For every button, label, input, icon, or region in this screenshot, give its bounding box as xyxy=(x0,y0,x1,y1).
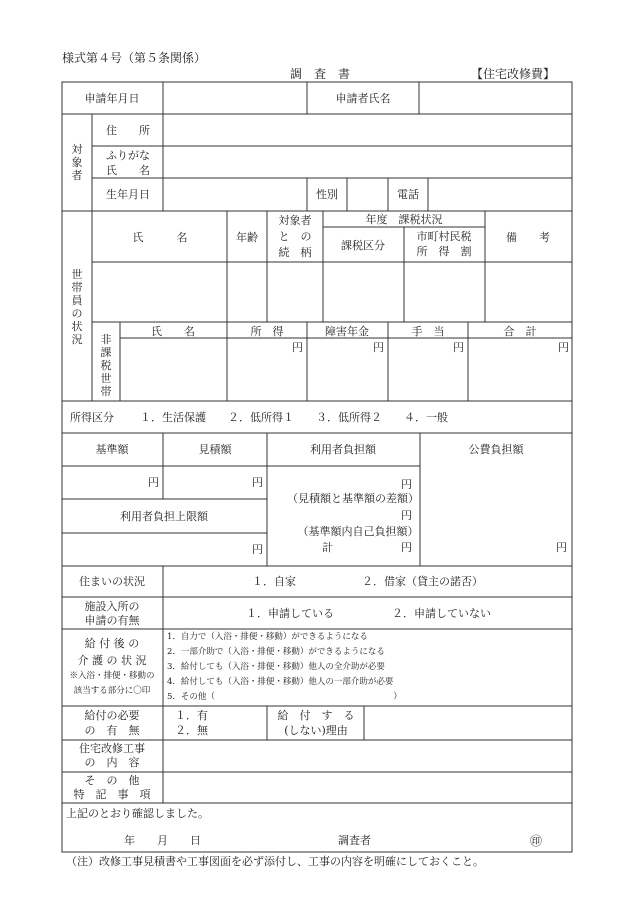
address-label: 住 所 xyxy=(106,124,150,137)
relation-header-1: 対象者 xyxy=(278,214,312,227)
name-label: 氏 名 xyxy=(106,164,150,177)
care-option-1: 1．自力で（入浴・排便・移動）ができるようになる xyxy=(167,632,368,642)
work-content-label-1: 住宅改修工事 xyxy=(79,742,145,755)
form-category: 【住宅改修費】 xyxy=(470,67,555,81)
nt-income-header: 所 得 xyxy=(250,325,284,338)
reason-label-2: (しない)理由 xyxy=(284,724,348,737)
nt-allowance-yen: 円 xyxy=(453,341,464,354)
standard-amount-label: 基準額 xyxy=(95,443,129,456)
user-burden-yen-2: 円 xyxy=(401,509,412,522)
total-label: 計 xyxy=(322,541,333,554)
estimate-amount-yen: 円 xyxy=(252,476,263,489)
facility-label-1: 施設入所の xyxy=(84,600,140,613)
tax-year-status-header: 年度 課税状況 xyxy=(365,213,443,226)
facility-option-1: １．申請している xyxy=(246,607,334,620)
necessity-label-1: 給付の必要 xyxy=(84,709,140,722)
investigator-label: 調査者 xyxy=(338,834,371,847)
hh-name-header: 氏 名 xyxy=(132,231,188,244)
furigana-label: ふりがな xyxy=(106,149,150,162)
public-burden-yen: 円 xyxy=(556,541,567,554)
nt-disability-header: 障害年金 xyxy=(325,325,369,338)
birthdate-label: 生年月日 xyxy=(106,188,150,201)
age-header: 年齢 xyxy=(236,231,258,244)
apply-date-label: 申請年月日 xyxy=(84,92,140,105)
housing-status-label: 住まいの状況 xyxy=(79,575,145,588)
nontax-household-label: 非課税世帯 xyxy=(100,333,112,398)
nt-name-header: 氏 名 xyxy=(151,325,195,338)
care-option-3: 3．給付しても（入浴・排便・移動）他人の全介助が必要 xyxy=(167,662,385,672)
reason-label-1: 給 付 す る xyxy=(277,709,355,722)
public-burden-label: 公費負担額 xyxy=(468,443,524,456)
seal-mark: ㊞ xyxy=(530,834,543,848)
user-limit-label: 利用者負担上限額 xyxy=(120,510,208,523)
form-number: 様式第４号（第５条関係） xyxy=(62,51,207,65)
other-remarks-label-1: そ の 他 xyxy=(84,774,140,787)
standard-amount-yen: 円 xyxy=(148,476,159,489)
work-content-label-2: の 内 容 xyxy=(84,756,140,769)
tax-class-header: 課税区分 xyxy=(341,239,385,252)
municipal-tax-header-1: 市町村民税 xyxy=(416,230,472,243)
care-after-label-1: 給 付 後 の xyxy=(84,637,140,650)
nt-total-yen: 円 xyxy=(558,341,569,354)
form-title: 調 査 書 xyxy=(289,67,351,81)
care-after-label-2: 介 護 の 状 況 xyxy=(77,654,147,667)
care-after-note-2: 該当する部分に〇印 xyxy=(73,686,151,696)
necessity-option-2: ２．無 xyxy=(175,724,208,737)
total-yen: 円 xyxy=(401,541,412,554)
applicant-name-label: 申請者氏名 xyxy=(335,92,391,105)
user-burden-yen-1: 円 xyxy=(401,478,412,491)
necessity-option-1: １．有 xyxy=(175,709,208,722)
subject-label: 対象者 xyxy=(71,143,83,182)
care-option-5: 5．その他（ ） xyxy=(167,692,402,702)
self-burden-note: （基準額内自己負担額） xyxy=(297,525,419,538)
relation-header-2: と の xyxy=(278,230,312,243)
remarks-header: 備 考 xyxy=(506,231,550,244)
nt-income-yen: 円 xyxy=(292,341,303,354)
estimate-amount-label: 見積額 xyxy=(198,443,232,456)
nt-total-header: 合 計 xyxy=(503,325,537,338)
footnote: （注）改修工事見積書や工事図面を必ず添付し、工事の内容を明確にしておくこと。 xyxy=(66,855,484,868)
facility-label-2: 申請の有無 xyxy=(84,614,140,627)
income-class-options: １．生活保護 ２．低所得１ ３．低所得２ ４．一般 xyxy=(140,411,448,424)
municipal-tax-header-2: 所 得 割 xyxy=(416,245,472,258)
nt-allowance-header: 手 当 xyxy=(411,325,445,338)
user-burden-label: 利用者負担額 xyxy=(310,443,376,456)
care-option-4: 4．給付しても（入浴・排便・移動）他人の一部介助が必要 xyxy=(167,677,394,687)
other-remarks-label-2: 特 記 事 項 xyxy=(73,788,151,801)
income-class-label: 所得区分 xyxy=(70,411,114,424)
confirmation-date: 年 月 日 xyxy=(124,834,201,847)
sex-label: 性別 xyxy=(316,188,338,201)
phone-label: 電話 xyxy=(397,188,419,201)
housing-option-1: １．自家 xyxy=(252,575,296,588)
care-after-note-1: ※入浴・排便・移動の xyxy=(69,671,155,681)
necessity-label-2: の 有 無 xyxy=(84,724,140,737)
confirmation-text: 上記のとおり確認しました。 xyxy=(66,807,209,820)
nt-disability-yen: 円 xyxy=(373,341,384,354)
care-option-2: 2．一部介助で（入浴・排便・移動）ができるようになる xyxy=(167,647,385,657)
facility-option-2: ２．申請していない xyxy=(392,607,491,620)
user-limit-yen: 円 xyxy=(252,543,263,556)
household-status-label: 世帯員の状況 xyxy=(71,268,83,346)
relation-header-3: 続 柄 xyxy=(278,246,312,259)
diff-note: （見積額と基準額の差額） xyxy=(287,492,419,505)
housing-option-2: ２．借家（貸主の諾否） xyxy=(362,575,483,588)
